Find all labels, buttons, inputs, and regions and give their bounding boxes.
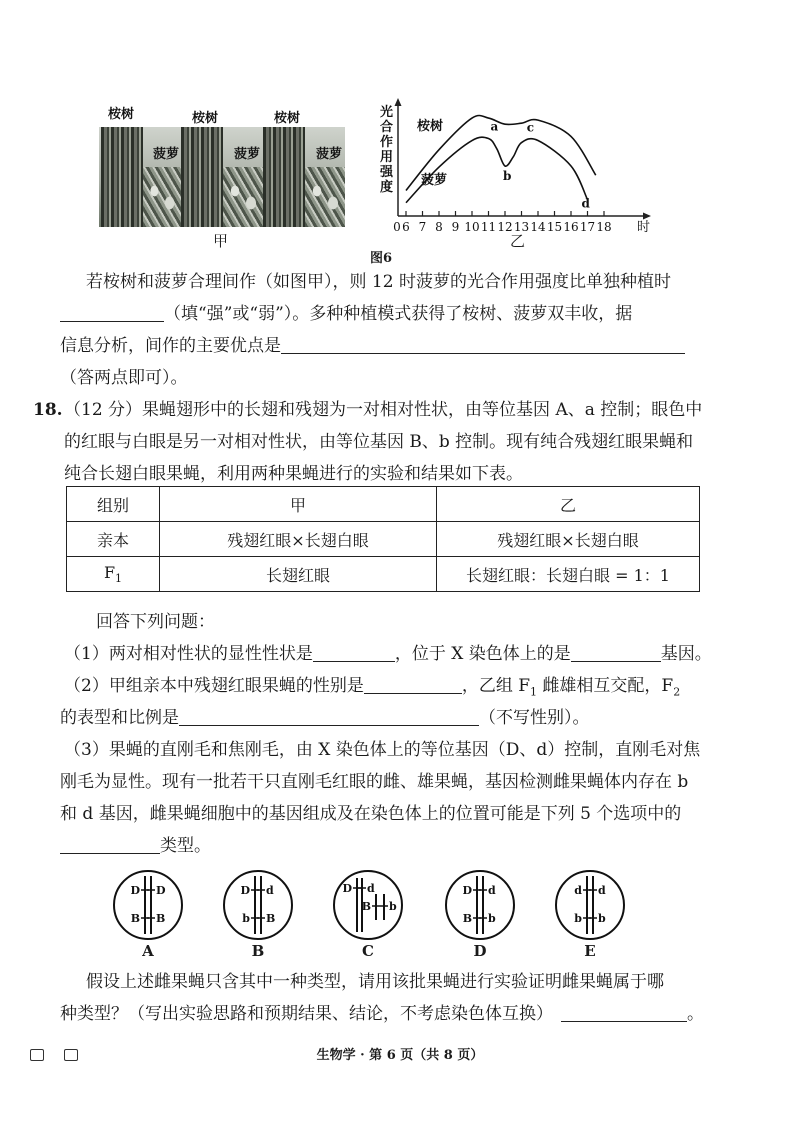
cell-outline [114, 871, 182, 939]
x-tick-label: 15 [546, 220, 563, 234]
q17-line1: 若桉树和菠萝合理间作（如图甲），则 12 时菠萝的光合作用强度比单独种植时 [86, 272, 671, 292]
series-line-pineapple [406, 137, 588, 203]
point-label: d [581, 196, 590, 211]
q17-line3: 信息分析，间作的主要优点是 [60, 336, 281, 356]
q18-part3-line3: 和 d 基因，雌果蝇细胞中的基因组成及在染色体上的位置可能是下列 5 个选项中的 [60, 804, 682, 824]
x-tick-label: 8 [435, 220, 443, 234]
point-label: b [503, 169, 512, 184]
answer-blank[interactable] [60, 305, 164, 322]
table-row [67, 557, 700, 592]
gene-label: B [462, 912, 472, 925]
pineapple-plants [223, 167, 263, 227]
graph-caption: 乙 [510, 232, 526, 250]
photo-label-pineapple: 菠萝 [234, 147, 261, 162]
option-label: A [142, 942, 154, 960]
photo-label-pineapple: 菠萝 [153, 147, 180, 162]
eucalyptus-trees [101, 127, 143, 227]
answer-prompt: 回答下列问题： [96, 612, 215, 632]
photo-label-eucalyptus: 桉树 [108, 107, 135, 122]
x-axis-unit: 时 [637, 220, 651, 235]
gene-label: B [361, 900, 371, 913]
gene-label: B [156, 912, 166, 925]
gene-label: b [574, 912, 582, 925]
figure-caption: 图6 [370, 251, 393, 266]
y-axis-arrow [395, 98, 402, 106]
table-header-cell: 乙 [437, 487, 700, 522]
page-footer: 生物学 · 第 6 页（共 8 页） [316, 1048, 484, 1063]
table-cell-f1: $F_1$ [67, 557, 160, 592]
x-tick-label: 6 [402, 220, 410, 234]
series-label: 菠萝 [421, 173, 448, 188]
x-tick-label: 0 [393, 220, 401, 234]
q17-line4: （答两点即可）。 [60, 368, 188, 388]
x-tick-label: 9 [451, 220, 460, 234]
table-cell: 残翅红眼×长翅白眼 [160, 522, 437, 557]
option-label: E [584, 942, 596, 960]
sentence-end: 。 [687, 1004, 704, 1024]
table-cell: 残翅红眼×长翅白眼 [437, 522, 700, 557]
q18-part3-line5: 假设上述雌果蝇只含其中一种类型，请用该批果蝇进行实验证明雌果蝇属于哪 [86, 972, 664, 992]
x-axis-arrow [643, 213, 651, 220]
y-axis-label-char: 用 [380, 150, 394, 165]
cell-diagram-c [331, 868, 405, 942]
point-label: a [490, 119, 499, 134]
table-cell: 亲本 [67, 522, 160, 557]
gene-label: b [598, 912, 606, 925]
pineapple-plants [305, 167, 345, 227]
experiment-table [66, 486, 700, 592]
gene-label: D [342, 882, 352, 895]
y-axis-label-char: 光 [380, 105, 394, 120]
photo-caption: 甲 [213, 232, 229, 250]
option-label: D [473, 942, 487, 960]
q18-part3-line1: （3）果蝇的直刚毛和焦刚毛，由 X 染色体上的等位基因（D、d）控制，直刚毛对焦 [64, 740, 701, 760]
table-header-cell: 组别 [67, 487, 160, 522]
q18-part2-d: 的表型和比例是 [60, 708, 179, 728]
photo-label-pineapple: 菠萝 [316, 147, 343, 162]
q18-part2-b: ，乙组 F [461, 676, 531, 696]
gene-label: B [266, 912, 276, 925]
table-cell: 长翅红眼 [160, 557, 437, 592]
option-label: C [362, 942, 374, 960]
q18-part2-c: 雌雄相互交配，F [537, 676, 674, 696]
answer-blank[interactable] [281, 337, 685, 354]
cell-diagram-b [221, 868, 295, 942]
cell-diagram-d [443, 868, 517, 942]
q18-part2-a: （2）甲组亲本中残翅红眼果蝇的性别是 [64, 676, 364, 696]
gene-label: b [242, 912, 250, 925]
cell-svg [443, 868, 517, 942]
q18-intro-line2: 的红眼与白眼是另一对相对性状，由等位基因 B、b 控制。现有纯合残翅红眼果蝇和 [64, 432, 694, 452]
eucalyptus-trees [263, 127, 305, 227]
cell-svg [553, 868, 627, 942]
cell-outline [556, 871, 624, 939]
gene-label: d [266, 884, 274, 897]
eucalyptus-trees [181, 127, 223, 227]
q18-part1-c: 基因。 [660, 644, 712, 664]
answer-blank[interactable] [60, 837, 160, 854]
x-tick-label: 12 [497, 220, 513, 234]
q18-part1-a: （1）两对相对性状的显性性状是 [64, 644, 313, 664]
x-tick-label: 10 [464, 220, 480, 234]
answer-blank[interactable] [571, 645, 661, 662]
gene-label: d [574, 884, 582, 897]
gene-label: d [598, 884, 606, 897]
q17-line2: （填“强”或“弱”）。多种种植模式获得了桉树、菠萝双丰收，据 [164, 304, 633, 324]
y-axis-label-char: 合 [380, 120, 394, 135]
cell-diagram-e [553, 868, 627, 942]
question-number: 18. [33, 400, 63, 420]
gene-label: D [462, 884, 472, 897]
answer-blank[interactable] [313, 645, 395, 662]
photo-label-eucalyptus: 桉树 [192, 111, 219, 126]
point-label: c [526, 120, 535, 135]
answer-blank[interactable] [561, 1005, 687, 1022]
cell-diagram-a [111, 868, 185, 942]
subscript: 1 [530, 685, 538, 699]
subscript: 2 [673, 685, 681, 699]
table-cell: 长翅红眼：长翅白眼 = 1：1 [437, 557, 700, 592]
photosynthesis-chart [375, 92, 665, 252]
q18-part3-line4: 类型。 [160, 836, 211, 856]
q18-intro-line1: （12 分）果蝇翅形中的长翅和残翅为一对相对性状，由等位基因 A、a 控制；眼色中 [64, 400, 703, 420]
pineapple-plants [143, 167, 181, 227]
cell-svg [221, 868, 295, 942]
gene-label: b [389, 900, 397, 913]
x-tick-label: 16 [563, 220, 579, 234]
cell-svg [331, 868, 405, 942]
x-tick-label: 7 [418, 220, 427, 234]
y-axis-label-char: 度 [380, 180, 394, 195]
gene-label: D [130, 884, 140, 897]
q18-part1-b: ，位于 X 染色体上的是 [394, 644, 571, 664]
cell-svg [111, 868, 185, 942]
option-label: B [251, 942, 265, 960]
x-tick-label: 18 [596, 220, 612, 234]
q18-part3-line2: 刚毛为显性。现有一批若干只直刚毛红眼的雌、雄果蝇，基因检测雌果蝇体内存在 b [60, 772, 689, 792]
gene-label: d [367, 882, 375, 895]
q18-part2-e: （不写性别）。 [479, 708, 590, 728]
cell-outline [446, 871, 514, 939]
gene-label: b [488, 912, 496, 925]
gene-label: d [488, 884, 496, 897]
gene-label: B [130, 912, 140, 925]
x-tick-label: 13 [513, 220, 530, 234]
y-axis-label-char: 作 [380, 135, 394, 150]
x-tick-label: 17 [579, 220, 596, 234]
gene-label: D [240, 884, 250, 897]
cell-outline [224, 871, 292, 939]
series-label: 桉树 [417, 119, 444, 134]
table-header-row [67, 487, 700, 522]
q18-intro-line3: 纯合长翅白眼果蝇，利用两种果蝇进行的实验和结果如下表。 [64, 464, 523, 484]
gene-label: D [156, 884, 166, 897]
answer-blank[interactable] [179, 709, 479, 726]
y-axis-label-char: 强 [380, 165, 394, 180]
intercropping-photo [99, 127, 345, 227]
x-tick-label: 14 [530, 220, 546, 234]
x-tick-label: 11 [480, 220, 497, 234]
table-header-cell: 甲 [160, 487, 437, 522]
answer-blank[interactable] [364, 677, 462, 694]
y-axis-label [379, 104, 394, 195]
photo-label-eucalyptus: 桉树 [274, 111, 301, 126]
q18-part3-line6: 种类型？（写出实验思路和预期结果、结论，不考虑染色体互换） [60, 1004, 553, 1024]
table-row [67, 522, 700, 557]
